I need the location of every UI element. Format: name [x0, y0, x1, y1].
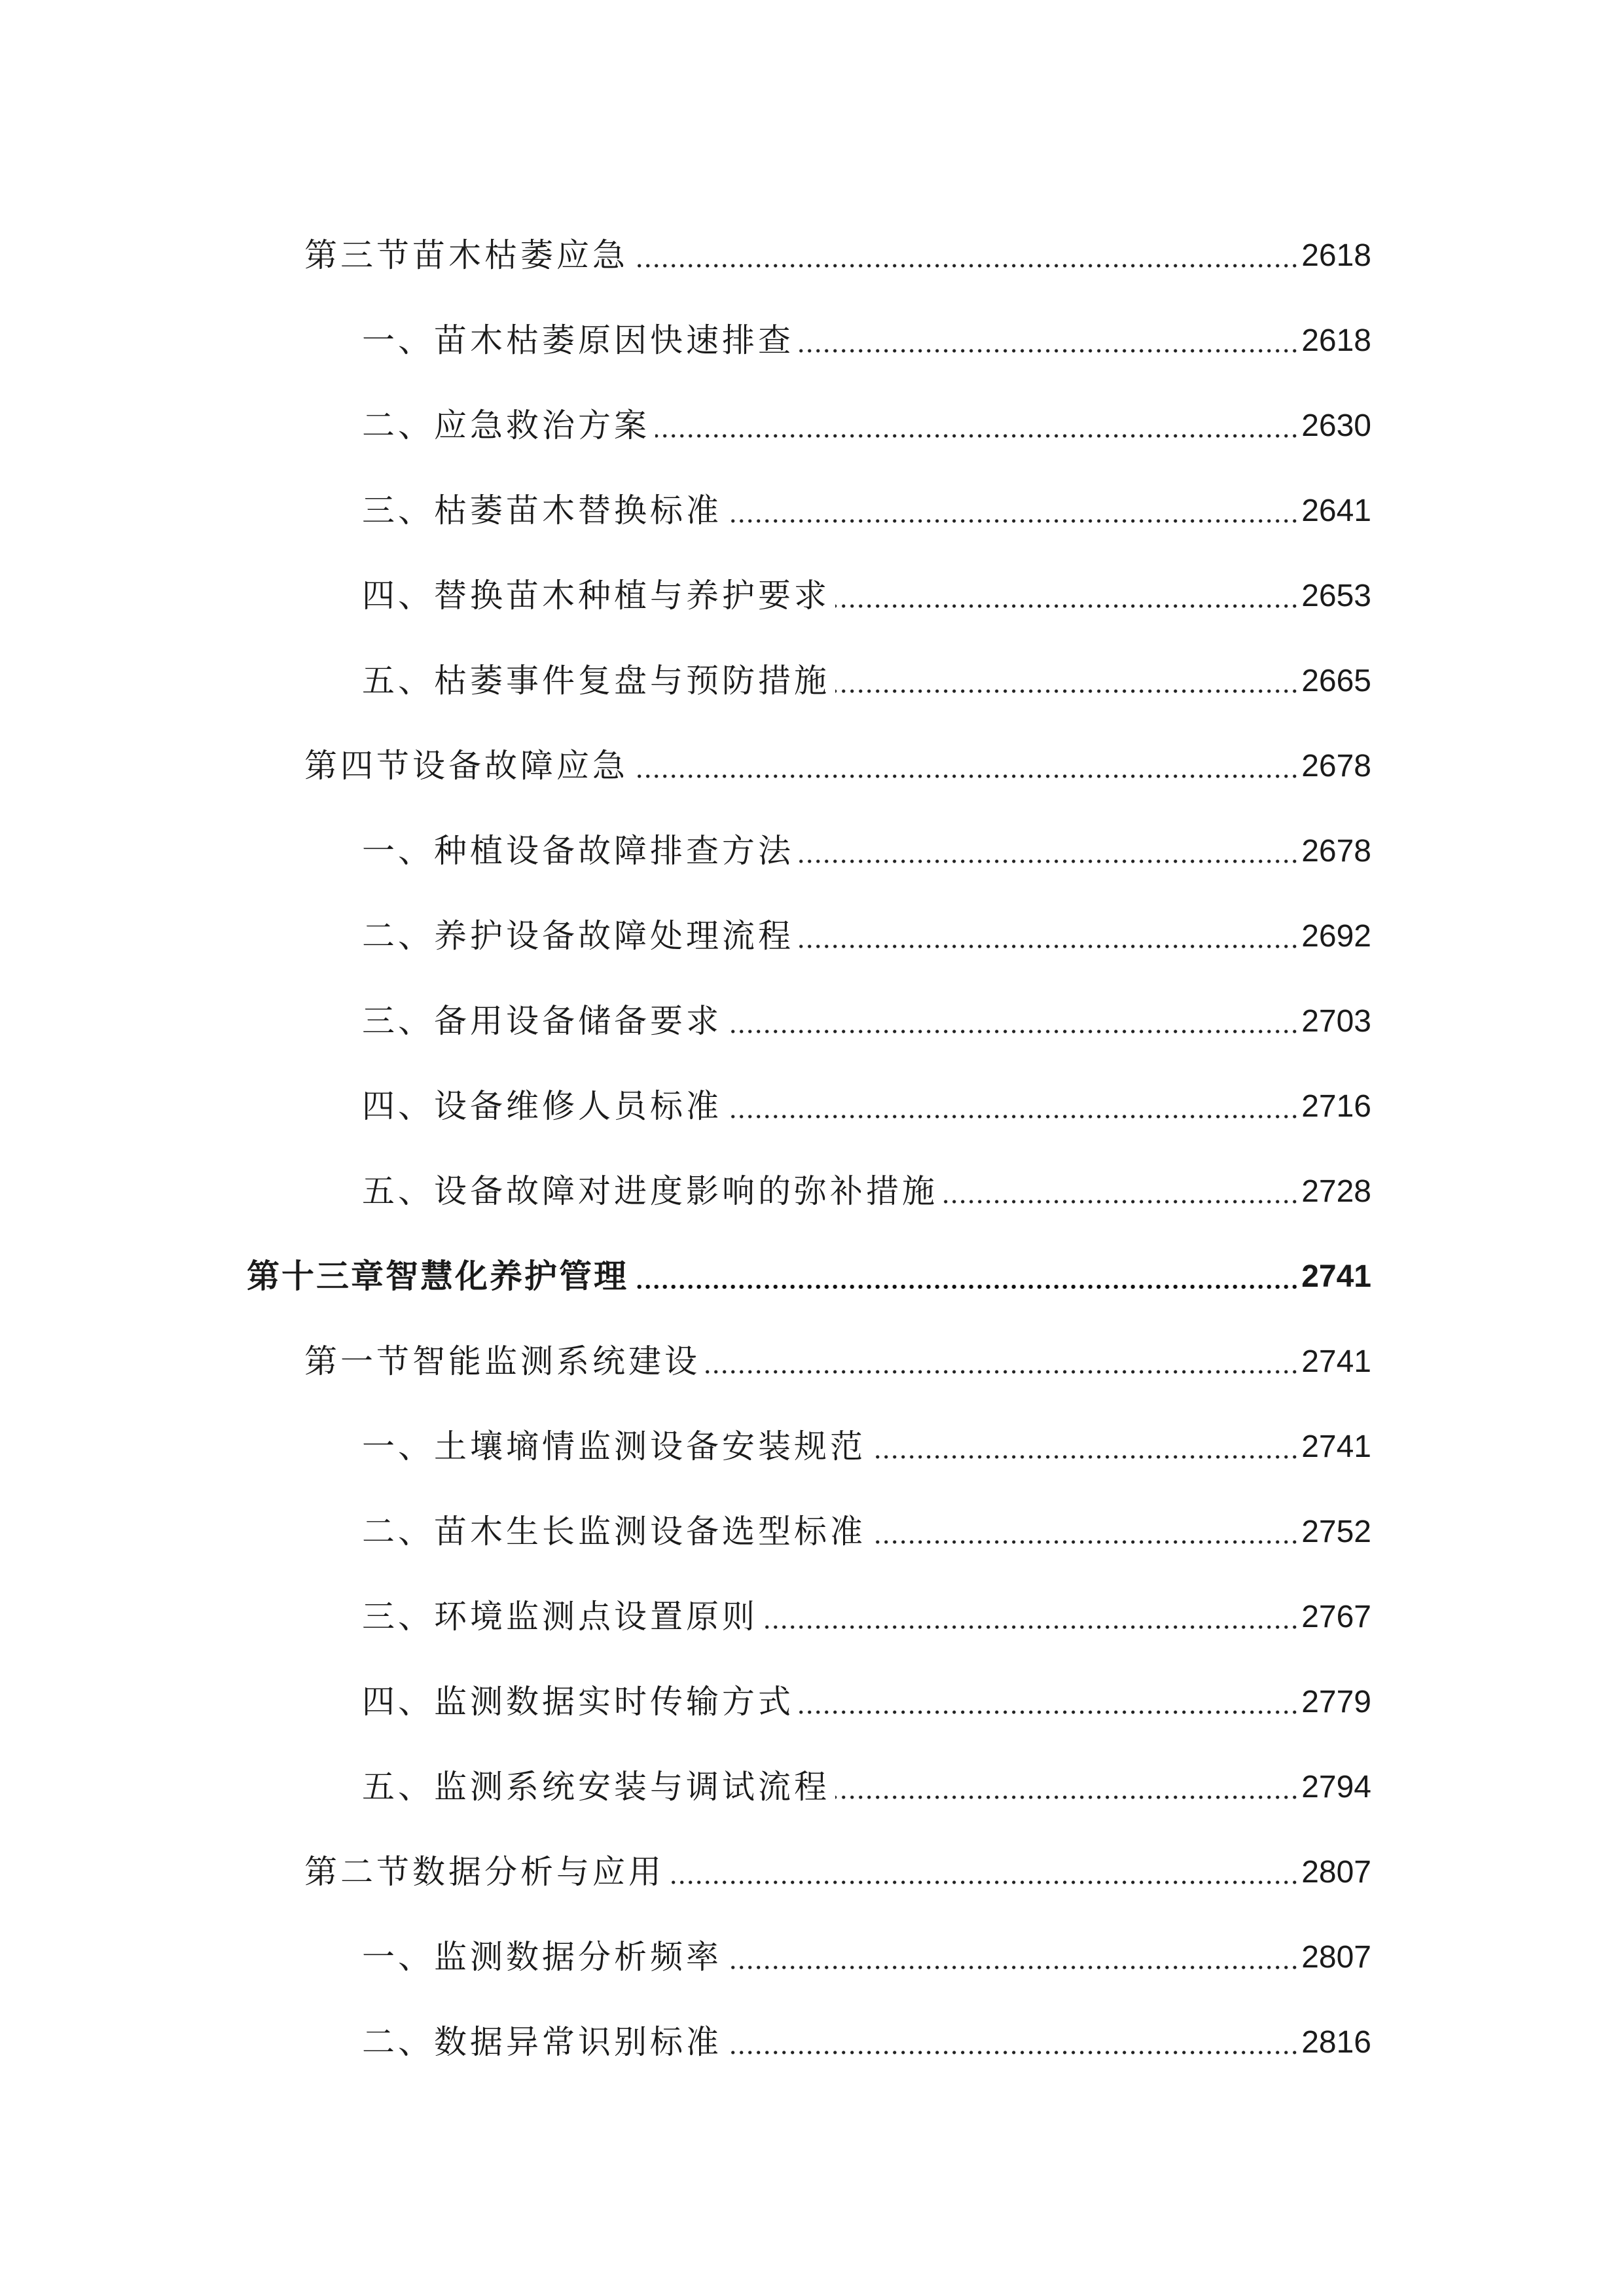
- toc-entry-page: 2678: [1301, 749, 1371, 783]
- toc-dot-leader: [799, 943, 1299, 950]
- toc-entry-title: 五、监测系统安装与调试流程: [362, 1768, 830, 1806]
- toc-entry-title: 一、土壤墒情监测设备安装规范: [362, 1427, 866, 1465]
- toc-entry-title: 第四节设备故障应急: [304, 747, 628, 785]
- toc-entry-page: 2728: [1301, 1174, 1371, 1209]
- toc-entry-title: 二、养护设备故障处理流程: [362, 917, 794, 955]
- toc-entry-page: 2653: [1301, 579, 1371, 613]
- toc-entry[interactable]: [362, 808, 1371, 870]
- toc-entry-title: 第一节智能监测系统建设: [304, 1342, 700, 1380]
- toc-dot-leader: [835, 603, 1299, 609]
- toc-entry-page: 2794: [1301, 1770, 1371, 1804]
- toc-entry-page: 2665: [1301, 664, 1371, 698]
- toc-entry-title: 二、苗木生长监测设备选型标准: [362, 1513, 866, 1551]
- toc-dot-leader: [799, 858, 1299, 865]
- toc-entry[interactable]: [362, 893, 1371, 955]
- toc-entry[interactable]: [362, 1659, 1371, 1721]
- toc-entry-title: 四、替换苗木种植与养护要求: [362, 577, 830, 615]
- toc-entry-title: 四、设备维修人员标准: [362, 1087, 722, 1125]
- toc-entry[interactable]: [362, 1149, 1371, 1208]
- toc-dot-leader: [655, 433, 1299, 439]
- toc-entry-page: 2641: [1301, 493, 1371, 528]
- toc-dot-leader: [835, 688, 1299, 694]
- toc-dot-leader: [943, 1198, 1299, 1205]
- toc-entry-page: 2767: [1301, 1600, 1371, 1634]
- toc-entry-page: 2807: [1301, 1940, 1371, 1975]
- toc-dot-leader: [727, 1113, 1299, 1120]
- toc-entry-page: 2779: [1301, 1685, 1371, 1719]
- toc-dot-leader: [763, 1624, 1299, 1630]
- toc-entry-page: 2741: [1301, 1344, 1371, 1379]
- toc-entry[interactable]: [304, 213, 1371, 272]
- toc-entry-title: 五、枯萎事件复盘与预防措施: [362, 662, 830, 700]
- toc-dot-leader: [634, 262, 1299, 269]
- toc-entry-page: 2678: [1301, 834, 1371, 869]
- toc-entry[interactable]: [304, 1319, 1371, 1378]
- toc-chapter-title: 第十三章智慧化养护管理: [247, 1257, 628, 1295]
- toc-entry[interactable]: [362, 978, 1371, 1040]
- toc-entry-page: 2716: [1301, 1089, 1371, 1124]
- toc-entry-title: 第三节苗木枯萎应急: [304, 236, 628, 274]
- toc-entry[interactable]: [362, 1489, 1371, 1551]
- toc-entry-title: 三、备用设备储备要求: [362, 1002, 722, 1040]
- toc-entry[interactable]: [362, 383, 1371, 442]
- toc-entry[interactable]: [362, 1404, 1371, 1463]
- toc-entry-title: 二、应急救治方案: [362, 406, 650, 444]
- toc-entry[interactable]: [362, 2000, 1371, 2061]
- toc-entry-title: 一、监测数据分析频率: [362, 1938, 722, 1976]
- toc-dot-leader: [706, 1369, 1299, 1375]
- toc-dot-leader: [835, 1794, 1299, 1801]
- toc-entry-title: 四、监测数据实时传输方式: [362, 1683, 794, 1721]
- toc-entry-page: 2618: [1301, 323, 1371, 358]
- toc-entry-title: 三、枯萎苗木替换标准: [362, 492, 722, 529]
- toc-entry[interactable]: [362, 638, 1371, 700]
- toc-dot-leader: [799, 348, 1299, 354]
- toc-entry-page: 2807: [1301, 1855, 1371, 1890]
- toc-entry[interactable]: [362, 553, 1371, 615]
- toc-dot-leader: [670, 1879, 1299, 1886]
- toc-dot-leader: [727, 1964, 1299, 1971]
- toc-entry-title: 一、种植设备故障排查方法: [362, 832, 794, 870]
- toc-entry-page: 2741: [1301, 1429, 1371, 1464]
- toc-entry-page: 2692: [1301, 919, 1371, 954]
- toc-entry[interactable]: [362, 468, 1371, 527]
- toc-dot-leader: [799, 1709, 1299, 1715]
- toc-entry-title: 一、苗木枯萎原因快速排查: [362, 321, 794, 359]
- toc-chapter-entry[interactable]: [247, 1234, 1371, 1293]
- toc-entry[interactable]: [362, 298, 1371, 357]
- toc-entry-title: 二、数据异常识别标准: [362, 2023, 722, 2061]
- toc-entry[interactable]: [304, 723, 1371, 785]
- toc-entry[interactable]: [304, 1829, 1371, 1891]
- toc-dot-leader: [727, 1028, 1299, 1035]
- toc-entry-title: 三、环境监测点设置原则: [362, 1598, 758, 1636]
- toc-entry[interactable]: [362, 1914, 1371, 1976]
- toc-entry-page: 2816: [1301, 2025, 1371, 2060]
- toc-entry[interactable]: [362, 1064, 1371, 1125]
- toc-entry-page: 2630: [1301, 408, 1371, 443]
- toc-entry[interactable]: [362, 1574, 1371, 1636]
- toc-dot-leader: [871, 1454, 1299, 1460]
- toc-dot-leader: [634, 1283, 1299, 1290]
- toc-entry-page: 2618: [1301, 238, 1371, 273]
- toc-dot-leader: [727, 518, 1299, 524]
- toc-dot-leader: [727, 2049, 1299, 2056]
- toc-entry-page: 2752: [1301, 1515, 1371, 1549]
- toc-entry[interactable]: [362, 1744, 1371, 1806]
- toc-entry-title: 五、设备故障对进度影响的弥补措施: [362, 1172, 938, 1210]
- toc-dot-leader: [634, 773, 1299, 780]
- toc-entry-title: 第二节数据分析与应用: [304, 1853, 664, 1891]
- toc-dot-leader: [871, 1539, 1299, 1545]
- toc-chapter-page: 2741: [1301, 1259, 1371, 1294]
- toc-entry-page: 2703: [1301, 1004, 1371, 1039]
